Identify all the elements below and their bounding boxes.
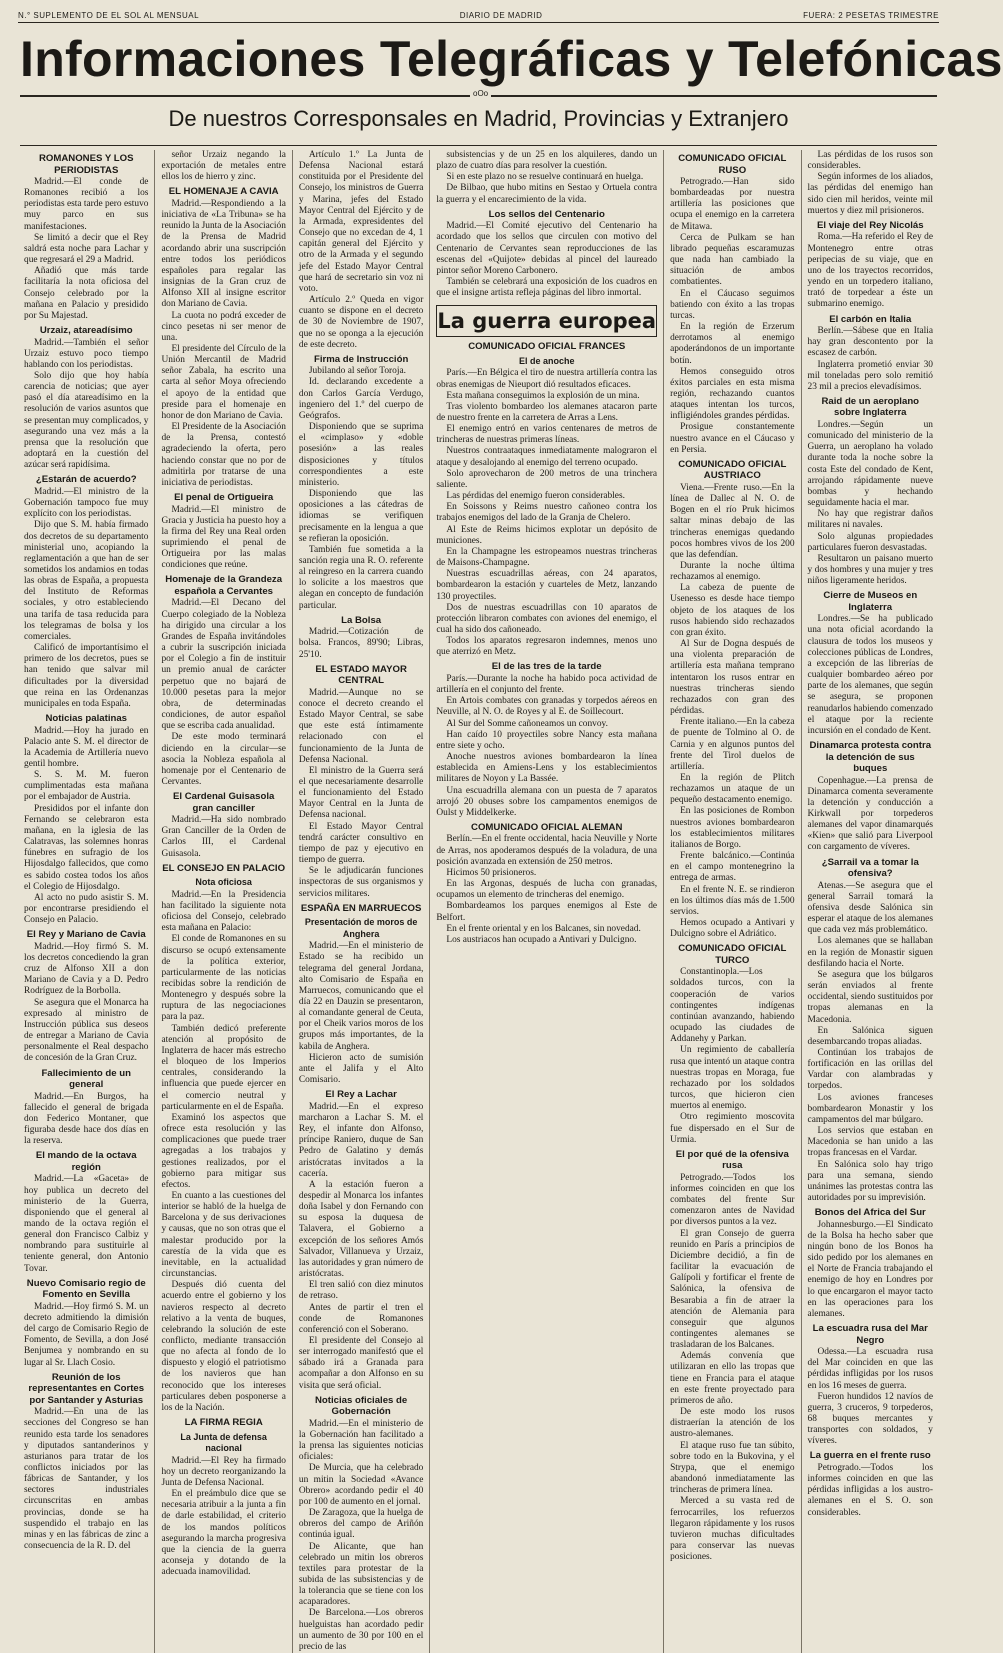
paragraph: De Barcelona.—Los obreros huelguistas han acordado pedir un aumento de 30 por 100 en el precio de las xyxy=(298,1608,424,1652)
paragraph: Solo algunas propiedades particulares fueron desvastadas. xyxy=(807,531,933,553)
paragraph: Después dió cuenta del acuerdo entre el gobierno y los navieros respecto al decreto relativo a la venta de buques, celebrando la solución de este conflicto, mediante transacción que no afecta al fondo de lo dispuesto y elogió el patriotismo de los navieros que han reconocido que los intereses particulares deben posponerse a los de la Nación. xyxy=(161,1280,286,1413)
column-2 xyxy=(155,150,292,1653)
section-heading: ROMANONES Y LOS PERIODISTAS xyxy=(38,153,134,176)
column-6 xyxy=(802,150,939,1653)
paragraph: Madrid.—El ministro de la Gobernación tampoco fue muy explícito con los periodistas. xyxy=(24,486,149,520)
paragraph: París.—Durante la noche ha habido poca actividad de artillería en el conjunto del frente. xyxy=(436,673,658,696)
paragraph: El presidente del Círculo de la Unión Mercantil de Madrid señor Zabala, ha escrito una carta al señor Moya ofreciendo el apoyo de la entidad que preside para el homenaje en honor de don Mariano de Cavia. xyxy=(161,344,286,421)
section-heading: COMUNICADO OFICIAL ALEMAN xyxy=(471,821,623,833)
header-center: DIARIO DE MADRID xyxy=(459,10,543,20)
section-heading: Reunión de los representantes en Cortes por Santander y Asturias xyxy=(28,1371,145,1406)
paragraph: La cabeza de puente de Usenesso es desde hace tiempo objeto de los ataques de los rusos habiendo sido rechazados con gran éxito. xyxy=(670,583,795,638)
paragraph: El gran Consejo de guerra reunido en París a principios de Diciembre decidió, a fin de facilitar la evacuación de Galípoli y fortificar el frente de Salónica, la ofensiva de Besarabia a fin de atraer la atención de Alemania para conseguir que algunos contingentes alemanes se trasladaran de los Balcanes. xyxy=(670,1228,795,1351)
paragraph: Londres.—Se ha publicado una nota oficial acordando la clausura de todos los museos y colecciones públicas de Londres, a excepción de las librerías de cualquier bombardeo aéreo por parte de los alemanes, que según se asegura, se proponen reanudarlos habiendo comenzado el ataque por la reciente incursión en el condado de Kent. xyxy=(807,614,933,736)
paragraph: Petrogrado.—Han sido bombardeadas por nuestra artillería las posiciones que ocupa el enemigo en la carretera de Mitawa. xyxy=(670,177,795,232)
section-heading: Firma de Instrucción xyxy=(313,353,409,365)
section-heading: El de anoche xyxy=(518,355,575,366)
paragraph: Berlín.—Sábese que en Italia hay gran descontento por la escasez de carbón. xyxy=(807,326,933,359)
paragraph: Madrid.—El conde de Romanones recibió a los periodistas esta tarde pero estuvo muy parco en sus manifestaciones. xyxy=(24,177,149,232)
paragraph: Nuestros contraataques inmediatamente malograron el ataque y desalojando al enemigo del terreno ocupado. xyxy=(436,446,658,468)
paragraph: Madrid.—También el señor Urzaiz estuvo poco tiempo hablando con los periodistas. xyxy=(24,337,149,370)
section-heading: Noticias oficiales de Gobernación xyxy=(315,1394,408,1418)
paragraph: Disponiendo que se suprima el «cimplaso» y «doble posesión» a las reales disposiciones y títulos correspondientes a este ministerio. xyxy=(298,422,424,488)
paragraph: Merced a su vasta red de ferrocarriles, los refuerzos llegaron rápidamente y los rusos tuvieron muchas dificultades para conservar las nuevas posiciones. xyxy=(670,1496,795,1563)
paragraph: Los austriacos han ocupado a Antivari y Dulcigno. xyxy=(446,934,637,945)
paragraph: Odessa.—La escuadra rusa del Mar coinciden en que las pérdidas infligidas por los rusos en los 16 meses de guerra. xyxy=(807,1347,933,1391)
paragraph: Si en este plazo no se resuelve continuará en huelga. xyxy=(446,172,644,183)
paragraph: Anoche nuestros aviones bombardearon la línea establecida en Amiens-Lens y los establecimientos militares de Noyon y La Bassée. xyxy=(436,752,658,785)
paragraph: El Presidente de la Asociación de la Prensa, contestó agradeciendo la oferta, pero haciendo constar que no por de admitirla por tratarse de una iniciativa de periodistas. xyxy=(161,422,286,488)
section-heading: La escuadra rusa del Mar Negro xyxy=(812,1323,928,1346)
paragraph: De Bilbao, que hubo mitins en Sestao y Ortuela contra la guerra y el encarecimiento de la vida. xyxy=(436,183,658,205)
section-heading: ESPAÑA EN MARRUECOS xyxy=(300,902,422,914)
paragraph: En las Argonas, después de lucha con granadas, ocupamos un elemento de trincheras del enemigo. xyxy=(436,879,658,901)
paragraph: Solo aprovecharon de 200 metros de una trinchera saliente. xyxy=(436,468,658,490)
paragraph: Solo dijo que hoy había carencia de noticias; que ayer pasó el día atareadísimo en la resolución de varios asuntos que se presentan muy complicados, y asegurando una vez más a la prensa que la resolución que adoptará en la cuestión del azúcar será rapidísima. xyxy=(24,371,149,471)
paragraph: Al Sur del Somme cañoneamos un convoy. xyxy=(446,718,608,729)
paragraph: Petrogrado.—Todos los informes coinciden en que los combates del frente Sur comenzaron antes de Navidad por diversos puntos a la vez. xyxy=(670,1172,795,1228)
section-heading: EL ESTADO MAYOR CENTRAL xyxy=(315,663,407,687)
paragraph: Jubilando al señor Toroja. xyxy=(308,366,406,377)
paragraph: Madrid.—Ha sido nombrado Gran Canciller de la Orden de Carlos III, el Cardenal Guisasola. xyxy=(161,815,286,859)
section-heading: El Rey y Mariano de Cavia xyxy=(26,929,146,941)
paragraph: El ataque ruso fue tan súbito, sobre todo en la Bukovina, y el Strypa, que el enemigo abandonó inmediatamente las trincheras de primera línea. xyxy=(670,1440,795,1496)
paragraph: Hemos conseguido otros éxitos parciales en esta misma región, rechazando cuantos ataques intentan los turcos, infligiéndoles grandes pérdidas. xyxy=(670,366,795,422)
paragraph: Roma.—Ha referido el Rey de Montenegro entre otras peripecias de su viaje, que en uno de los trayectos recorridos, yendo en un torpedero italiano, trató de torpedear a éste un submarino enemigo. xyxy=(807,232,933,310)
header-right: FUERA: 2 PESETAS TRIMESTRE xyxy=(803,10,939,20)
section-heading: COMUNICADO OFICIAL AUSTRIACO xyxy=(678,458,787,482)
paragraph: En el frente oriental y en los Balcanes, sin novedad. xyxy=(446,923,641,934)
paragraph: Id. declarando excedente a don Carlos García Verdugo, ingeniero del 1.º del cuerpo de Geógrafos. xyxy=(298,377,424,421)
paragraph: A la estación fueron a despedir al Monarca los infantes doña Isabel y don Fernando con su esposa la duquesa de Talavera, el Gobierno a excepción de los señores Amós Salvador, Villanueva y Urzaiz, las autoridades y gran número de aristócratas. xyxy=(298,1179,424,1280)
paragraph: También fue sometida a la sanción regia una R. O. referente al reingreso en la carrera cuando lo solicite a los maestros que alegan en concepto de fundación particular. xyxy=(298,544,424,611)
paragraph: señor Urzaiz negando la exportación de metales entre ellos los de hierro y zinc. xyxy=(161,150,286,183)
paragraph: La cuota no podrá exceder de cinco pesetas ni ser menor de una. xyxy=(161,310,286,343)
paragraph: Resultaron un paisano muerto y dos hombres y una mujer y tres niños ligeramente heridos. xyxy=(807,553,933,587)
paragraph: Madrid.—En el ministerio de la Gobernación han facilitado a la prensa las siguientes noticias oficiales: xyxy=(298,1418,424,1463)
column-4 xyxy=(430,150,664,1653)
paragraph: Madrid.—La «Gaceta» de hoy publica un decreto del ministerio de la Guerra, disponiendo que el general al mando de la octava región el general don Francisco Calbiz y nombrando para sustituirle al teniente general, don Antonio Tovar. xyxy=(24,1174,149,1274)
paragraph: Los servios que estaban en Macedonia se han unido a las tropas francesas en el Vardar. xyxy=(807,1126,933,1159)
section-heading: Urzaiz, atareadísimo xyxy=(39,325,133,337)
section-heading: Cierre de Museos en Inglaterra xyxy=(823,590,918,613)
subtitle-rule xyxy=(20,145,937,146)
paragraph: Madrid.—En una de las secciones del Congreso se han reunido esta tarde los senadores y diputados santanderinos y asturianos para tratar de los conflictos iniciados por las fábricas de Santander, y los sectores industriales circunscritas en ambas provincias, donde se ha suspendido el trabajo en las minas y en las fábricas de zinc a consecuencia de la R. D. del xyxy=(24,1407,149,1552)
paragraph: Hicimos 50 prisioneros. xyxy=(446,867,537,878)
paragraph: Frente italiano.—En la cabeza de puente de Tolmino al O. de Carnia y en algunos puntos del frente del Tirol duelos de artillería. xyxy=(670,717,795,772)
section-heading: Dinamarca protesta contra la detención de sus buques xyxy=(809,740,932,775)
paragraph: Presididos por el infante don Fernando se celebraron esta mañana, en la iglesia de las Calatravas, las solemnes honras fúnebres en sufragio de los Hijosdalgo fallecidos, que como es sabido costea todos los años el Colegio de Hijosdalgo. xyxy=(24,803,149,892)
paragraph: En la región de Erzerum derrotamos al enemigo apoderándonos de un importante botín. xyxy=(670,322,795,366)
column-3 xyxy=(293,150,430,1653)
paragraph: No hay que registrar daños militares ni navales. xyxy=(807,509,933,531)
top-header-line xyxy=(18,8,939,23)
paragraph: Berlín.—En el frente occidental, hacia Neuville y Norte de Arras, nos apoderamos después de la voladura, de una posición avanzada en extensión de 250 metros. xyxy=(436,834,658,867)
paragraph: Al Sur de Dogna después de una violenta preparación de artillería esta mañana temprano intentaron los rusos entrar en nuestras trincheras siendo rechazados con gran des pérdidas. xyxy=(670,639,795,717)
column-5 xyxy=(664,150,801,1653)
paragraph: Antes de partir el tren el conde de Romanones conferenció con el Soberano. xyxy=(298,1302,424,1335)
paragraph: El Estado Mayor Central tendrá carácter consultivo en tiempo de paz y ejecutivo en tiempo de guerra. xyxy=(298,821,424,866)
section-heading: Homenaje de la Grandeza española a Cervantes xyxy=(165,574,283,597)
paragraph: Prosigue constantemente nuestro avance en el Cáucaso y en Persia. xyxy=(670,422,795,455)
section-heading: La guerra en el frente ruso xyxy=(809,1450,931,1462)
paragraph: Artículo 1.º La Junta de Defensa Nacional estará constituida por el Presidente del Consejo, los ministros de Guerra y Marina, jefes del Estado Mayor Central del Ejército y de la Armada, expresidentes del Consejo que no excedan de 4, 1 capitán general del Ejército y otro de la Armada y el segundo jefe del Estado Mayor Central que hará de secretario sin voz ni voto. xyxy=(298,150,424,294)
section-heading: EL HOMENAJE A CAVIA xyxy=(168,186,279,198)
paragraph: Examinó los aspectos que ofrece esta resolución y las complicaciones que puede traer agregadas a los trabajos y gestiones realizados, por el gobierno para mitigar sus efectos. xyxy=(161,1112,286,1190)
paragraph: El enemigo entró en varios centenares de metros de trincheras de nuestras primeras líneas. xyxy=(436,424,658,446)
war-banner-heading: La guerra europea xyxy=(436,305,657,337)
paragraph: Artículo 2.º Queda en vigor cuanto se dispone en el decreto de 30 de Noviembre de 1907, que no se oponga a la ejecución de este decreto. xyxy=(298,295,424,350)
paragraph: Madrid.—En el ministerio de Estado se ha recibido un telegrama del general Jordana, alto Comisario de España en Marruecos, comunicando que el día 22 en Dauzin se presentaron, al comandante general de Ceuta, por el Cheik varios moros de los grupos más importantes, de la kabila de Anghera. xyxy=(298,941,424,1052)
paragraph: Madrid.—El Rey ha firmado hoy un decreto reorganizando la Junta de Defensa Nacional. xyxy=(161,1455,286,1488)
paragraph: Copenhague.—La prensa de Dinamarca comenta severamente la detención y conducción a Kirkwall por torpederos alemanes del vapor dinamarqués «Kien» que salió para Liverpool con cargamento de víveres. xyxy=(807,775,933,853)
paragraph: De Zaragoza, que la huelga de obreros del campo de Ariñón continúa igual. xyxy=(298,1508,424,1541)
section-heading: El carbón en Italia xyxy=(829,313,912,325)
paragraph: Se asegura que el Monarca ha expresado al ministro de Instrucción pública sus deseos de entregar a Mariano de Cavia personalmente el Real despacho de concesión de la Gran Cruz. xyxy=(24,997,149,1064)
paragraph: En Salónica solo hay trigo para una semana, siendo unánimes las protestas contra las autoridades por su imprevisión. xyxy=(807,1159,933,1203)
section-heading: Presentación de moros de Anghera xyxy=(304,917,418,939)
paragraph: Se le adjudicarán funciones inspectoras de sus organismos y servicios militares. xyxy=(298,866,424,899)
section-heading: COMUNICADO OFICIAL TURCO xyxy=(678,943,787,966)
paragraph: El ministro de la Guerra será el que necesariamente desarrolle el funcionamiento del Estado Mayor Central en la Junta de Defensa nacional. xyxy=(298,765,424,821)
paragraph: Petrogrado.—Todos los informes coinciden en que las pérdidas infligidas a los austro-alemanes en el S. O. son considerables. xyxy=(807,1462,933,1518)
paragraph: Cerca de Pulkam se han librado pequeñas escaramuzas que nada han cambiado la situación de ambos combatientes. xyxy=(670,232,795,288)
paragraph: El conde de Romanones en su discurso se ocupó extensamente de la política exterior, particularmente de las noticias recibidas sobre la rendición de Montenegro y después sobre la ruptura de las negociaciones para la paz. xyxy=(161,934,286,1023)
paragraph: El tren salió con diez minutos de retraso. xyxy=(298,1280,424,1302)
paragraph: París.—En Bélgica el tiro de nuestra artillería contra las obras enemigas de Nieuport dió resultados eficaces. xyxy=(436,368,658,390)
paragraph: Todos los aparatos regresaron indemnes, menos uno que aterrizó en Metz. xyxy=(436,636,658,658)
paragraph: Según informes de los aliados, las pérdidas del enemigo han sido cien mil heridos, veinte mil muertos y diez mil prisioneros. xyxy=(807,172,933,216)
section-heading: COMUNICADO OFICIAL RUSO xyxy=(678,153,787,176)
section-heading: COMUNICADO OFICIAL FRANCES xyxy=(468,341,626,353)
section-heading: El de las tres de la tarde xyxy=(491,661,602,673)
section-heading: La Bolsa xyxy=(341,614,382,626)
paragraph: Fueron hundidos 12 navíos de guerra, 3 cruceros, 9 torpederos, 68 buques mercantes y transportes con soldados, y víveres. xyxy=(807,1391,933,1447)
paragraph: Madrid.—Respondiendo a la iniciativa de «La Tribuna» se ha reunido la Junta de la Asociación de la Prensa de Madrid acordando abrir una suscripción entre todos los periódicos españoles para regalar las insignias de la Gran cruz de Alfonso XII al insigne escritor don Mariano de Cavia. xyxy=(161,198,286,310)
rule-ornament: oOo xyxy=(470,89,491,98)
paragraph: En el frente N. E. se rindieron en los últimos días más de 1.500 servios. xyxy=(670,884,795,917)
section-heading: Raid de un aeroplano sobre Inglaterra xyxy=(821,395,920,419)
paragraph: El presidente del Consejo al ser interrogado manifestó que el sábado irá a Granada para acompañar a don Alfonso en su visita que será oficial. xyxy=(298,1336,424,1391)
paragraph: Dos de nuestras escuadrillas con 10 aparatos de protección libraron combates con aviones del enemigo, el cual ha sido dos cañoneado. xyxy=(436,602,658,635)
section-heading: EL CONSEJO EN PALACIO xyxy=(162,862,286,874)
paragraph: Madrid.—Hoy ha jurado en Palacio ante S. M. el director de la Academia de Artillería nuevo gentil hombre. xyxy=(24,725,149,769)
paragraph: Hicieron acto de sumisión ante el Jalifa y el Alto Comisario. xyxy=(298,1052,424,1086)
paragraph: Madrid.—El ministro de Gracia y Justicia ha puesto hoy a la firma del Rey una Real orden suprimiendo el penal de Ortigueira por las malas condiciones que reúne. xyxy=(161,504,286,571)
paragraph: S. S. M. M. fueron cumplimentadas esta mañana por el embajador de Austria. xyxy=(24,770,149,803)
paragraph: Johannesburgo.—El Sindicato de la Bolsa ha hecho saber que ningún bono de los Bonos ha sido pedido por los alemanes en el Norte de Francia trabajando el enemigo de hoy en Londres por lo que encargaron el mayor tacto en las operaciones para los alemanes. xyxy=(807,1219,933,1319)
paragraph: Se asegura que los búlgaros serán enviados al frente occidental, siendo sustituidos por tropas alemanas en la Macedonia. xyxy=(807,969,933,1025)
paragraph: En la región de Plitch rechazamos un ataque de un pequeño destacamento enemigo. xyxy=(670,772,795,806)
section-heading: El mando de la octava región xyxy=(35,1150,137,1173)
paragraph: Dijo que S. M. había firmado dos decretos de su departamento ministerial uno, acopiando la reglamentación a que han de ser sometidos los andamios en todas las obras de España, a propuesta del Instituto de Reformas sociales, y otro estableciendo una tarifa de tasa reducida para los telegramas de bolsa y los comerciales. xyxy=(24,520,149,642)
paragraph: Madrid.—Cotización de bolsa. Francos, 89'90; Libras, 25'10. xyxy=(298,627,424,660)
paragraph: Constantinopla.—Los soldados turcos, con la cooperación de varios contingentes indígenas continúan avanzando, habiendo ocupado las ciudades de Addanehy y Parkan. xyxy=(670,967,795,1045)
paragraph: En Soissons y Reims nuestro cañoneo contra los trabajos enemigos del lado de la Granja de Chelero. xyxy=(436,502,658,524)
page-title: Informaciones Telegráficas y Telefónicas xyxy=(20,31,1003,87)
paragraph: Madrid.—Hoy firmó S. M. los decretos concediendo la gran cruz de Alfonso XII a don Mariano de Cavia y a D. Pedro Rodríguez de la Borbolla. xyxy=(24,941,149,997)
section-heading: El Rey a Lachar xyxy=(325,1089,397,1101)
section-heading: El por qué de la ofensiva rusa xyxy=(675,1148,789,1172)
paragraph: Bombardeamos los parques enemigos al Este de Belfort. xyxy=(436,901,658,923)
paragraph: Madrid.—En Burgos, ha fallecido el general de brigada don Federico Montaner, que figuraba desde hace dos días en la reserva. xyxy=(24,1091,149,1147)
paragraph: Los alemanes que se hallaban en la región de Monastir siguen desfilando hacia el Norte. xyxy=(807,936,933,969)
paragraph: También dedicó preferente atención al propósito de Inglaterra de hacer más estrecho el bloqueo de los Imperios centrales, considerando la influencia que puede ejercer en el comercio neutral y particularmente en el de España. xyxy=(161,1023,286,1112)
section-heading: La Junta de defensa nacional xyxy=(180,1431,267,1454)
paragraph: Londres.—Según un comunicado del ministerio de la Guerra, un aeroplano ha volado durante toda la noche sobre la costa Este del condado de Kent, arrojando rápidamente nueve bombas y hechando seguidamente hacia el mar. xyxy=(807,419,933,509)
paragraph: subsistencias y de un 25 en los alquileres, dando un plazo de cuatro días para resolver la cuestión. xyxy=(436,150,658,172)
paragraph: Inglaterra prometió enviar 30 mil toneladas pero solo remitió 23 mil a precios elevadísimos. xyxy=(807,359,933,392)
column-1 xyxy=(18,150,155,1653)
section-heading: Nota oficiosa xyxy=(195,877,252,888)
paragraph: De este modo terminará diciendo en la circular—se asocia la Nobleza española al homenaje por el Centenario de Cervantes. xyxy=(161,732,286,787)
paragraph: Se limitó a decir que el Rey saldrá esta noche para Lachar y que regresará el 29 a Madrid. xyxy=(24,232,149,266)
paragraph: Hemos ocupado a Antivari y Dulcigno sobre el Adriático. xyxy=(670,918,795,940)
section-heading: Noticias palatinas xyxy=(45,713,128,725)
paragraph: Madrid.—En el expreso marcharon a Lachar S. M. el Rey, el infante don Alfonso, príncipe Raniero, duque de San Pedro de Galatino y demás aristócratas invitados a la cacería. xyxy=(298,1101,424,1179)
paragraph: Continúan los trabajos de fortificación en las orillas del Vardar con alambradas y torpedos. xyxy=(807,1047,933,1092)
paragraph: Esta mañana conseguimos la explosión de un mina. xyxy=(446,390,640,401)
paragraph: Madrid.—El Comité ejecutivo del Centenario ha acordado que los sellos que circulen con motivo del Centenario de Cervantes sean reproducciones de las escenas del «Quijote» debidas al pincel del laureado pintor señor Moreno Carbonero. xyxy=(436,221,658,276)
paragraph: En el Cáucaso seguimos batiendo con éxito a las tropas turcas. xyxy=(670,288,795,321)
page-subtitle: De nuestros Corresponsales en Madrid, Provincias y Extranjero xyxy=(168,106,789,131)
section-heading: Los sellos del Centenario xyxy=(488,208,605,220)
paragraph: Durante la noche última rechazamos al enemigo. xyxy=(670,561,795,583)
paragraph: Un regimiento de caballería rusa que intentó un ataque contra nuestras tropas en Moraga, fue rechazado por los soldados turcos, que hicieron cien muertos al enemigo. xyxy=(670,1045,795,1112)
paragraph: En la Champagne les estropeamos nuestras trincheras de Maisons-Champagne. xyxy=(436,546,658,569)
header-left: N.° SUPLEMENTO DE EL SOL AL MENSUAL xyxy=(18,10,200,20)
paragraph: En cuanto a las cuestiones del interior se habló de la huelga de Barcelona y de sus derivaciones y causas, que no son otras que el malestar producido por la carestía de la vida que es inevitable, en la actualidad circunstancias. xyxy=(161,1190,286,1280)
section-heading: El Cardenal Guisasola gran canciller xyxy=(173,791,275,814)
section-heading: Fallecimiento de un general xyxy=(41,1067,131,1091)
paragraph: También se celebrará una exposición de los cuadros en que el insigne artista refleja páginas del libro inmortal. xyxy=(436,277,658,299)
section-heading: ¿Sarrail va a tomar la ofensiva? xyxy=(821,856,919,880)
paragraph: En Salónica siguen desembarcando tropas aliadas. xyxy=(807,1025,933,1047)
paragraph: Otro regimiento moscovita fue dispersado en el Sur de Urmia. xyxy=(670,1112,795,1145)
paragraph: En las posiciones de Rombon nuestros aviones bombardearon los establecimientos militares italianos de Borgo. xyxy=(670,806,795,850)
section-heading: ¿Estarán de acuerdo? xyxy=(35,474,137,486)
paragraph: Madrid.—El Decano del Cuerpo colegiado de la Nobleza ha dirigido una circular a los Grandes de España invitándoles a cubrir la suscripción iniciada por el Colegio a fin de instituir un premio anual de carácter perpetuo que no bajará de 10.000 pesetas para la mejor obra, de determinadas condiciones, de autor español que se escriba cada anualidad. xyxy=(161,598,286,732)
paragraph: Frente balcánico.—Continúa en el campo montenegrino la entrega de armas. xyxy=(670,851,795,884)
paragraph: Madrid.—Aunque no se conoce el decreto creando el Estado Mayor Central, se sabe que este está íntimamente relacionado con el funcionamiento de la Junta de Defensa Nacional. xyxy=(298,687,424,765)
paragraph: Las pérdidas del enemigo fueron considerables. xyxy=(446,491,625,502)
paragraph: De este modo los rusos distraerían la atención de los austro-alemanes. xyxy=(670,1407,795,1440)
paragraph: Madrid.—En la Presidencia han facilitado la siguiente nota oficiosa del Consejo, celebrado esta mañana en Palacio: xyxy=(161,889,286,934)
paragraph: Calificó de importantísimo el primero de los decretos, pues se han tenido que salvar mil dificultades por la diversidad que reina en las Ordenanzas municipales en toda España. xyxy=(24,643,149,709)
paragraph: Una escuadrilla alemana con un puesta de 7 aparatos arrojó 20 obuses sobre los campamentos enemigos de Oulst y Middelkerke. xyxy=(436,785,658,818)
paragraph: Tras violento bombardeo los alemanes atacaron parte de nuestro frente en la carretera de Arras a Lens. xyxy=(436,401,658,423)
paragraph: Las pérdidas de los rusos son considerables. xyxy=(807,150,933,172)
section-heading: LA FIRMA REGIA xyxy=(184,1417,263,1429)
paragraph: Nuestras escuadrillas aéreas, con 24 aparatos, bombardearon la estación y cuarteles de Metz, lanzando 130 proyectiles. xyxy=(436,569,658,602)
paragraph: Además convenía que utilizaran en ello las tropas que tiene en Francia para el ataque en este frente proyectado para primeros de año. xyxy=(670,1351,795,1406)
paragraph: Al acto no pudo asistir S. M. por encontrarse presidiendo el Consejo en Palacio. xyxy=(24,892,149,926)
paragraph: Atenas.—Se asegura que el general Sarrail tomará la ofensiva desde Salónica sin esperar el ataque de los alemanes que cada vez más problemático. xyxy=(807,880,933,936)
paragraph: Al Este de Reims hicimos explotar un depósito de municiones. xyxy=(436,524,658,546)
section-heading: El penal de Ortigueira xyxy=(174,492,274,504)
section-heading: El viaje del Rey Nicolás xyxy=(816,219,924,231)
article-columns xyxy=(18,150,939,1652)
paragraph: Viena.—Frente ruso.—En la línea de Dallec al N. O. de Bogen en el río Pruk hicimos saltar minas debajo de las trincheras enemigas quedando pocos hombres vivos de los 200 que las defendían. xyxy=(670,482,795,560)
paragraph: En Artois combates con granadas y torpedos aéreos en Neuville, al N. O. de Royes y al E. de Soillecourt. xyxy=(436,696,658,718)
paragraph: Disponiendo que las oposiciones a las cátedras de idiomas se verifiquen precisamente en la lengua a que se refieran la oposición. xyxy=(298,489,424,544)
section-heading: Nuevo Comisario regio de Fomento en Sevilla xyxy=(26,1277,146,1301)
paragraph: Madrid.—Hoy firmó S. M. un decreto admitiendo la dimisión del cargo de Comisario Regio de Fomento, de Sevilla, a don José Benjumea y nombrando en su lugar al Sr. Llach Cosio. xyxy=(24,1301,149,1368)
paragraph: Añadió que más tarde facilitaría la nota oficiosa del Consejo celebrado por la mañana en Palacio y presidido por Su Majestad. xyxy=(24,266,149,321)
paragraph: En el preámbulo dice que se necesaria atribuir a la junta a fin de darle estabilidad, el criterio de los mandos políticos asegurando la marcha progresiva que la ciencia de la guerra aconseja y dotando de la adecuada inamovilidad. xyxy=(161,1489,286,1578)
paragraph: Han caído 10 proyectiles sobre Nancy esta mañana entre siete y ocho. xyxy=(436,729,658,751)
paragraph: De Alicante, que han celebrado un mitin los obreros textiles para protestar de la subida de las subsistencias y de la tolerancia que se tiene con los acaparadores. xyxy=(298,1541,424,1608)
section-heading: Bonos del Africa del Sur xyxy=(814,1207,926,1219)
paragraph: Los aviones franceses bombardearon Monastir y los campamentos del mar búlgaro. xyxy=(807,1092,933,1125)
paragraph: De Murcia, que ha celebrado un mitin la Sociedad «Avance Obrero» acordando pedir el 40 por 100 de aumento en el jornal. xyxy=(298,1463,424,1507)
